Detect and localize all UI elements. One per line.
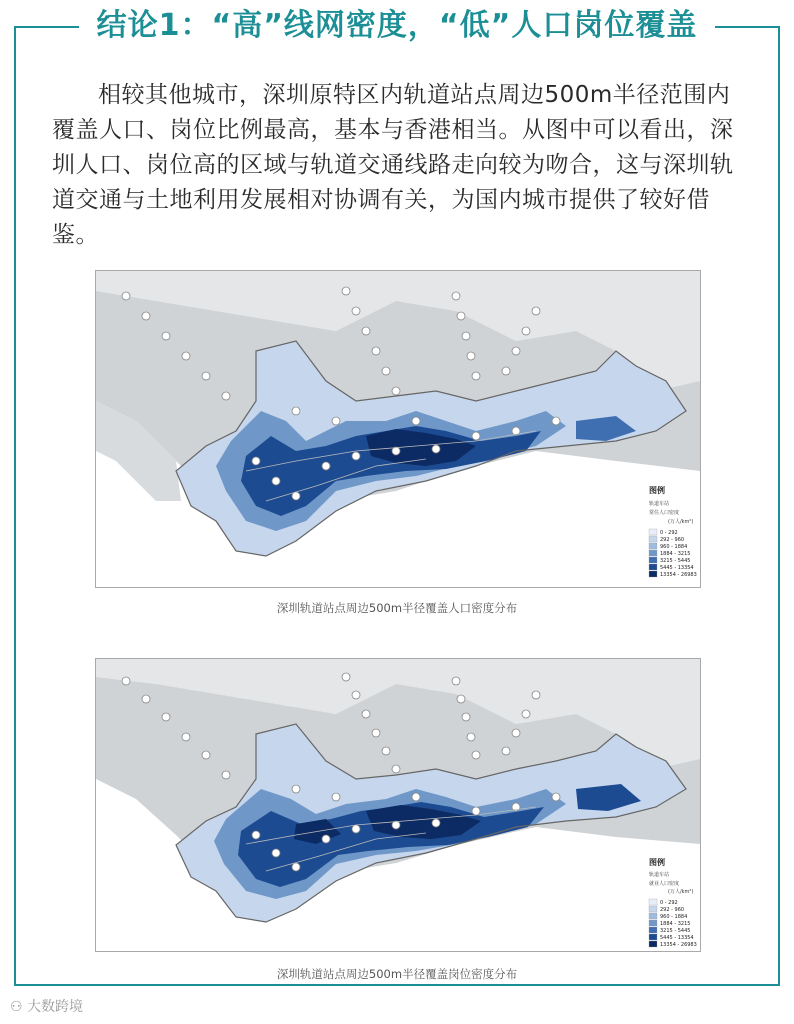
legend-swatch [649,899,657,905]
population-density-map [95,270,701,588]
map-figure-1 [96,271,700,587]
legend-swatch [649,550,657,556]
legend-class-label: 960 - 1884 [660,914,688,920]
legend-title: 图例 [649,486,665,495]
frame-right-border [778,26,780,984]
map-figure-2 [96,659,700,951]
legend-layer-label: 就业人口密度 [649,881,680,887]
legend-class-label: 13354 - 26983 [660,572,697,578]
legend-class-label: 13354 - 26983 [660,942,697,948]
legend-unit-label: (万人/km²) [668,519,694,525]
legend-class-label: 3215 - 5445 [660,558,691,564]
legend-swatch [649,536,657,542]
legend-layer-label: 常住人口密度 [649,510,680,516]
body-paragraph: 相较其他城市，深圳原特区内轨道站点周边500m半径范围内覆盖人口、岗位比例最高，基本与香港相当。从图中可以看出，深圳人口、岗位高的区域与轨道交通线路走向较为吻合，这与深圳轨道交通与土地利用发展相对协调有关，为国内城市提供了较好借鉴。 [52,82,734,248]
legend-class-label: 3215 - 5445 [660,928,691,934]
legend-swatch [649,543,657,549]
legend-swatch [649,941,657,947]
frame-left-border [14,26,16,984]
legend-swatch [649,913,657,919]
map-caption-1: 深圳轨道站点周边500m半径覆盖人口密度分布 [276,601,518,615]
legend-class-label: 960 - 1884 [660,544,688,550]
legend-station-label: 轨道车站 [649,872,670,878]
legend-class-label: 292 - 960 [660,537,685,543]
legend-swatch [649,564,657,570]
legend-class-label: 1884 - 3215 [660,551,691,557]
legend-class-label: 0 - 292 [660,900,678,906]
legend-class-label: 292 - 960 [660,907,685,913]
legend-title: 图例 [649,858,665,867]
page-title: 结论1：“高”线网密度，“低”人口岗位覆盖 [79,6,716,46]
watermark: ⚇ 大数跨境 [10,999,84,1015]
legend-swatch [649,571,657,577]
title-bar [0,6,794,46]
legend-class-label: 0 - 292 [660,530,678,536]
frame-bottom-border [14,984,780,986]
legend-swatch [649,557,657,563]
employment-density-map [95,658,701,952]
legend-class-label: 5445 - 13354 [660,565,694,571]
legend-unit-label: (万人/km²) [668,889,694,895]
map-caption-2: 深圳轨道站点周边500m半径覆盖岗位密度分布 [276,967,518,981]
legend-swatch [649,920,657,926]
legend-swatch [649,927,657,933]
legend-station-label: 轨道车站 [649,501,670,507]
legend-swatch [649,906,657,912]
legend-swatch [649,934,657,940]
legend-class-label: 5445 - 13354 [660,935,694,941]
legend-swatch [649,529,657,535]
legend-class-label: 1884 - 3215 [660,921,691,927]
